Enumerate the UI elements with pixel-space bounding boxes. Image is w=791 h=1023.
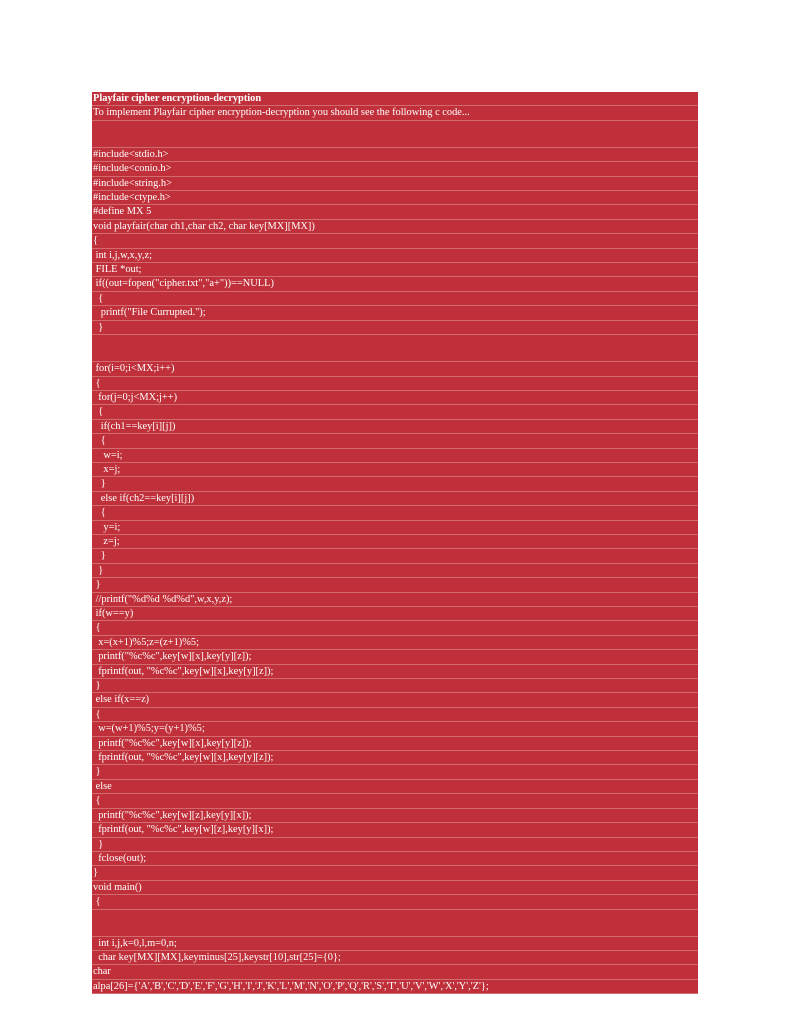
code-line: { <box>92 434 698 448</box>
code-line: alpa[26]={'A','B','C','D','E','F','G','H','I','J','K','L','M','N','O','P','Q','R','S','T','U','V','W','X','Y','Z'}; <box>92 980 698 994</box>
code-line <box>92 335 698 362</box>
code-line: printf("File Currupted."); <box>92 306 698 320</box>
code-line: fprintf(out, "%c%c",key[w][x],key[y][z]); <box>92 665 698 679</box>
code-line: } <box>92 679 698 693</box>
code-line: { <box>92 506 698 520</box>
code-line: char key[MX][MX],keyminus[25],keystr[10],str[25]={0}; <box>92 951 698 965</box>
code-line: } <box>92 549 698 563</box>
code-line: { <box>92 292 698 306</box>
code-line: } <box>92 321 698 335</box>
code-line: { <box>92 708 698 722</box>
code-line: x=j; <box>92 463 698 477</box>
code-line: y=i; <box>92 521 698 535</box>
code-line: x=(x+1)%5;z=(z+1)%5; <box>92 636 698 650</box>
code-line: fprintf(out, "%c%c",key[w][x],key[y][z]); <box>92 751 698 765</box>
code-line: int i,j,k=0,l,m=0,n; <box>92 937 698 951</box>
intro-line: To implement Playfair cipher encryption-decryption you should see the following c code... <box>92 106 698 120</box>
code-line: } <box>92 477 698 491</box>
code-line: for(j=0;j<MX;j++) <box>92 391 698 405</box>
code-line: } <box>92 866 698 880</box>
code-line: { <box>92 377 698 391</box>
code-line: } <box>92 578 698 592</box>
code-line: { <box>92 621 698 635</box>
code-line: #include<stdio.h> <box>92 148 698 162</box>
code-line: w=(w+1)%5;y=(y+1)%5; <box>92 722 698 736</box>
code-line: { <box>92 895 698 909</box>
code-line: #include<string.h> <box>92 177 698 191</box>
code-line: else if(x==z) <box>92 693 698 707</box>
blank-row <box>92 121 698 148</box>
code-line: { <box>92 405 698 419</box>
code-line: { <box>92 794 698 808</box>
code-line: #include<conio.h> <box>92 162 698 176</box>
code-line: #include<ctype.h> <box>92 191 698 205</box>
code-line <box>92 910 698 937</box>
code-line: w=i; <box>92 449 698 463</box>
code-line: } <box>92 564 698 578</box>
code-line: void playfair(char ch1,char ch2, char key[MX][MX]) <box>92 220 698 234</box>
code-line: } <box>92 838 698 852</box>
code-line: if(ch1==key[i][j]) <box>92 420 698 434</box>
code-line: { <box>92 234 698 248</box>
code-line: if((out=fopen("cipher.txt","a+"))==NULL) <box>92 277 698 291</box>
code-line: char <box>92 965 698 979</box>
code-line: #define MX 5 <box>92 205 698 219</box>
code-line: z=j; <box>92 535 698 549</box>
code-line: printf("%c%c",key[w][x],key[y][z]); <box>92 650 698 664</box>
code-line: printf("%c%c",key[w][x],key[y][z]); <box>92 737 698 751</box>
code-line: fprintf(out, "%c%c",key[w][z],key[y][x]); <box>92 823 698 837</box>
document-title: Playfair cipher encryption-decryption <box>92 92 698 106</box>
code-line: else <box>92 780 698 794</box>
code-line: //printf("%d%d %d%d",w,x,y,z); <box>92 593 698 607</box>
code-line: int i,j,w,x,y,z; <box>92 249 698 263</box>
code-line: fclose(out); <box>92 852 698 866</box>
code-line: void main() <box>92 881 698 895</box>
code-lines <box>92 148 698 994</box>
code-line: else if(ch2==key[i][j]) <box>92 492 698 506</box>
code-line: if(w==y) <box>92 607 698 621</box>
code-document <box>92 92 698 994</box>
code-line: FILE *out; <box>92 263 698 277</box>
code-line: } <box>92 765 698 779</box>
code-line: for(i=0;i<MX;i++) <box>92 362 698 376</box>
code-line: printf("%c%c",key[w][z],key[y][x]); <box>92 809 698 823</box>
